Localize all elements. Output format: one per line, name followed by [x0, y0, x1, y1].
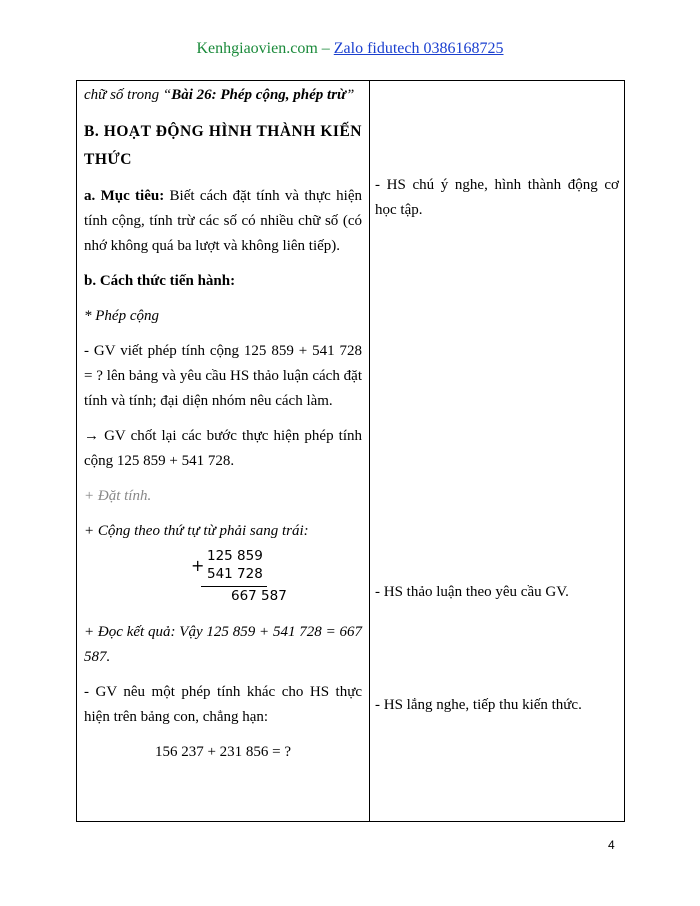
intro-suffix: ” [346, 87, 355, 103]
column-divider [369, 81, 370, 821]
goal-paragraph [84, 184, 362, 259]
plus-sign: + [191, 556, 205, 575]
intro-lesson-title: Bài 26: Phép cộng, phép trừ [171, 87, 347, 103]
gv-conclude: → GV chốt lại các bước thực hiện phép tính cộng 125 859 + 541 728. [84, 428, 362, 469]
addition-heading: * Phép cộng [84, 308, 159, 324]
section-heading: B. HOẠT ĐỘNG HÌNH THÀNH KIẾN THỨC [84, 123, 362, 168]
example-expression: 156 237 + 231 856 = ? [154, 744, 292, 760]
hs-listen: - HS lắng nghe, tiếp thu kiến thức. [375, 697, 582, 713]
lesson-table [76, 80, 625, 822]
step-read: + Đọc kết quả: Vậy 125 859 + 541 728 = 667 587. [84, 624, 362, 665]
step-add: + Cộng theo thứ tự từ phải sang trái: [84, 523, 309, 539]
step-place: + Đặt tính. [84, 488, 152, 504]
gv-task: - GV viết phép tính cộng 125 859 + 541 728 = ? lên bảng và yêu cầu HS thảo luận cách đặt tính và tính; đại diện nhóm nêu cách làm. [84, 343, 362, 409]
teacher-activity-column [84, 83, 362, 765]
column-addition [191, 548, 291, 610]
page-header [0, 40, 700, 58]
hs-attention: - HS chú ý nghe, hình thành động cơ học tập. [375, 177, 619, 218]
intro-prefix: chữ số trong “ [84, 87, 172, 103]
page-number: 4 [608, 838, 615, 852]
hs-discuss: - HS thảo luận theo yêu cầu GV. [375, 584, 569, 600]
sum-result: 667 587 [231, 588, 287, 604]
method-heading: b. Cách thức tiến hành: [84, 273, 236, 289]
header-site: Kenhgiaovien.com – [196, 40, 334, 57]
intro-line [84, 83, 362, 108]
goal-text: Biết cách đặt tính và thực hiện tính cộng, tính trừ các số có nhiều chữ số (có nhớ không quá ba lượt và không liên tiếp). [84, 188, 362, 254]
sum-line [201, 586, 267, 587]
header-contact-link[interactable]: Zalo fidutech 0386168725 [333, 40, 504, 57]
operand-1: 125 859 [207, 548, 263, 564]
gv-other: - GV nêu một phép tính khác cho HS thực hiện trên bảng con, chẳng hạn: [84, 684, 362, 725]
operand-2: 541 728 [207, 566, 263, 582]
goal-label: a. Mục tiêu: [84, 188, 165, 204]
